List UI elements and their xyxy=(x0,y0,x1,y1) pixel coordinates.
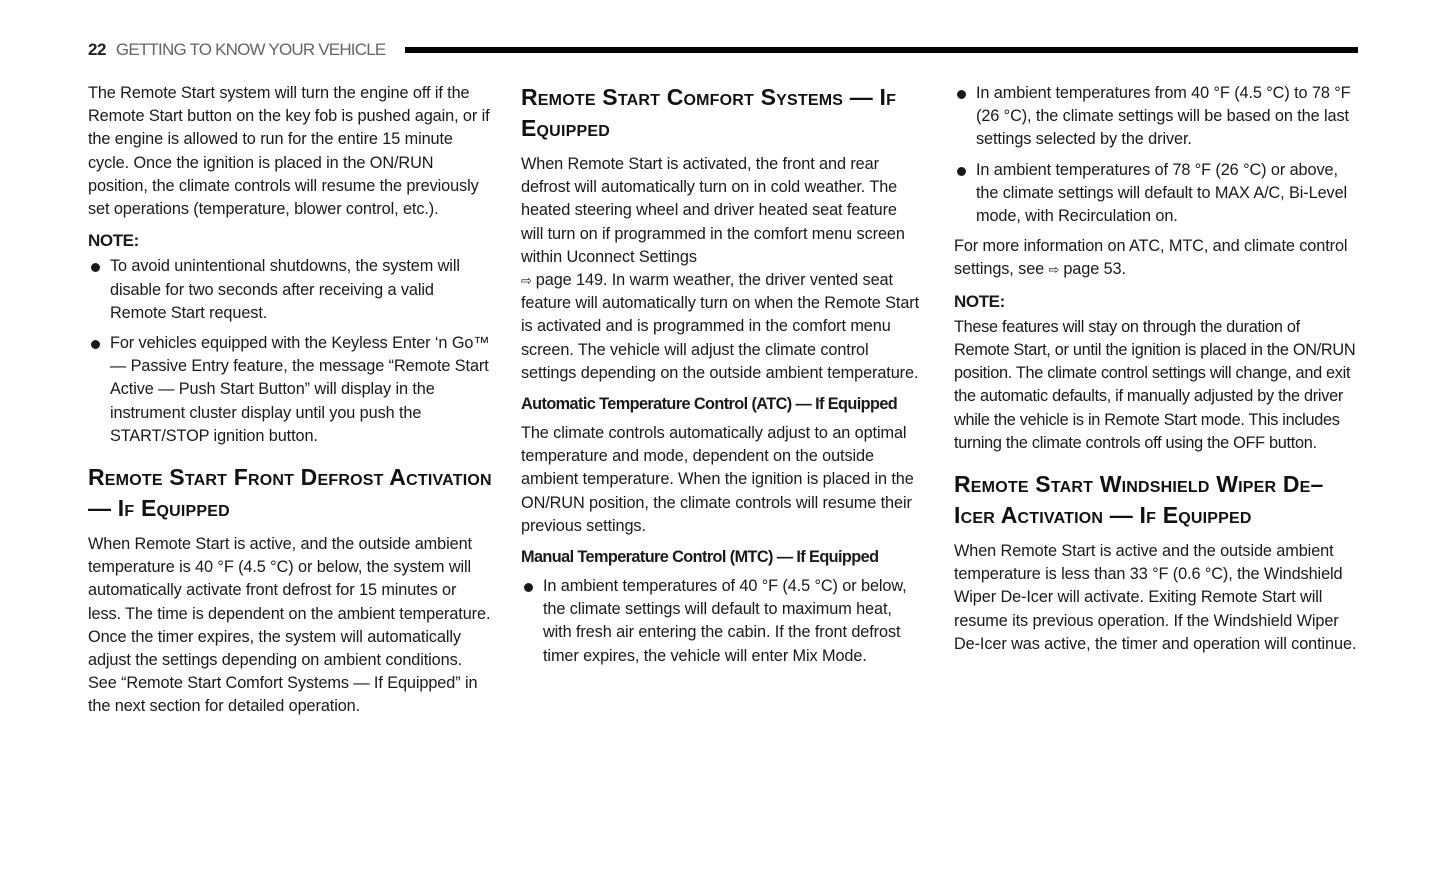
page-number: 22 xyxy=(88,40,106,59)
header-rule xyxy=(405,47,1358,53)
note-list xyxy=(88,255,493,448)
body-text: For more information on ATC, MTC, and climate control settings, see xyxy=(954,237,1348,279)
subheading-atc: Automatic Temperature Control (ATC) — If Equipped xyxy=(521,395,898,414)
list-item xyxy=(954,159,1358,229)
list-item-text: In ambient temperatures of 40 °F (4.5 °C) or below, the climate settings will default to maximum heat, with fresh air entering the cabin. If the front defrost timer expires, the vehicle will enter Mix Mode. xyxy=(543,577,907,665)
body-text: When Remote Start is activated, the front and rear defrost will automatically turn on in cold weather. The heated steering wheel and driver heated seat feature will turn on if programmed in the comfort menu screen within Uconnect Settings xyxy=(521,155,905,266)
bullet-icon xyxy=(91,340,100,349)
section-heading: Remote Start Windshield Wiper De–Icer Activation — If Equipped xyxy=(954,471,1324,529)
section-heading: Remote Start Front Defrost Activation — If Equipped xyxy=(88,464,492,522)
list-item xyxy=(88,332,493,448)
list-item xyxy=(88,255,493,325)
note-paragraph: These features will stay on through the duration of Remote Start, or until the ignition is placed in the ON/RUN position. The climate control settings will change, and exit the automatic defaults, if manually adjusted by the driver while the vehicle is in Remote Start mode. This includes turning the climate controls off using the OFF button. xyxy=(954,317,1356,452)
list-item xyxy=(954,82,1358,152)
list-item-text: To avoid unintentional shutdowns, the system will disable for two seconds after receiving a valid Remote Start request. xyxy=(110,257,460,322)
subheading-mtc: Manual Temperature Control (MTC) — If Equipped xyxy=(521,548,879,567)
body-paragraph: When Remote Start is active and the outside ambient temperature is less than 33 °F (0.6 °C), the Windshield Wiper De-Icer will activate. Exiting Remote Start will resume its previous operation. If the Windshield Wiper De-Icer was active, the timer and operation will continue. xyxy=(954,542,1357,653)
arrow-right-icon: ⇨ xyxy=(521,273,532,289)
column-right xyxy=(954,82,1358,664)
page-reference-link[interactable] xyxy=(1049,260,1122,278)
mtc-list xyxy=(521,575,923,668)
list-item-text: In ambient temperatures from 40 °F (4.5 °C) to 78 °F (26 °C), the climate settings will be based on the last settings selected by the driver. xyxy=(976,84,1351,149)
atc-paragraph: The climate controls automatically adjust to an optimal temperature and mode, dependent on the outside ambient temperature. When the ignition is placed in the ON/RUN position, the climate controls will resume their previous settings. xyxy=(521,424,914,535)
section-title: GETTING TO KNOW YOUR VEHICLE xyxy=(115,40,386,59)
list-item-text: In ambient temperatures of 78 °F (26 °C) or above, the climate settings will default to MAX A/C, Bi-Level mode, with Recirculation on. xyxy=(976,160,1348,226)
note-label: NOTE: xyxy=(954,291,1005,311)
body-text: . xyxy=(1121,260,1126,279)
body-text: . In warm weather, the driver vented seat feature will automatically turn on when the Remote Start is activated and is programmed in the comfort menu screen. The vehicle will adjust the climate control settings depending on the outside ambient temperature. xyxy=(521,271,920,382)
section-heading: Remote Start Comfort Systems — If Equipped xyxy=(521,84,897,141)
column-left xyxy=(88,82,493,727)
body-paragraph: When Remote Start is active, and the outside ambient temperature is 40 °F (4.5 °C) or below, the system will automatically activate front defrost for 15 minutes or less. The time is dependent on the ambient temperature. Once the timer expires, the system will automatically adjust the settings depending on ambient conditions. See “Remote Start Comfort Systems — If Equipped” in the next section for detailed operation. xyxy=(88,535,491,716)
link-text: page 149 xyxy=(535,271,603,290)
link-text: page 53 xyxy=(1063,260,1122,279)
intro-paragraph: The Remote Start system will turn the engine off if the Remote Start button on the key fob is pushed again, or if the engine is allowed to run for the entire 15 minute cycle. Once the ignition is placed in the ON/RUN position, the climate controls will resume the previously set operations (temperature, blower control, etc.). xyxy=(88,84,490,219)
list-item xyxy=(521,575,923,668)
body-paragraph xyxy=(521,153,923,385)
bullet-icon xyxy=(957,90,966,99)
note-label: NOTE: xyxy=(88,231,139,251)
column-middle xyxy=(521,82,923,675)
more-info-paragraph xyxy=(954,235,1358,281)
bullet-icon xyxy=(957,167,966,176)
bullet-icon xyxy=(91,263,100,272)
arrow-right-icon: ⇨ xyxy=(1048,262,1060,278)
page-header xyxy=(88,38,1358,62)
bullet-icon xyxy=(524,583,533,592)
mtc-list-continued xyxy=(954,82,1358,228)
page-reference-link[interactable] xyxy=(521,271,603,289)
list-item-text: For vehicles equipped with the Keyless Enter ‘n Go™ — Passive Entry feature, the message “Remote Start Active — Push Start Button” will display in the instrument cluster display until you push the START/STOP ignition button. xyxy=(110,334,490,445)
